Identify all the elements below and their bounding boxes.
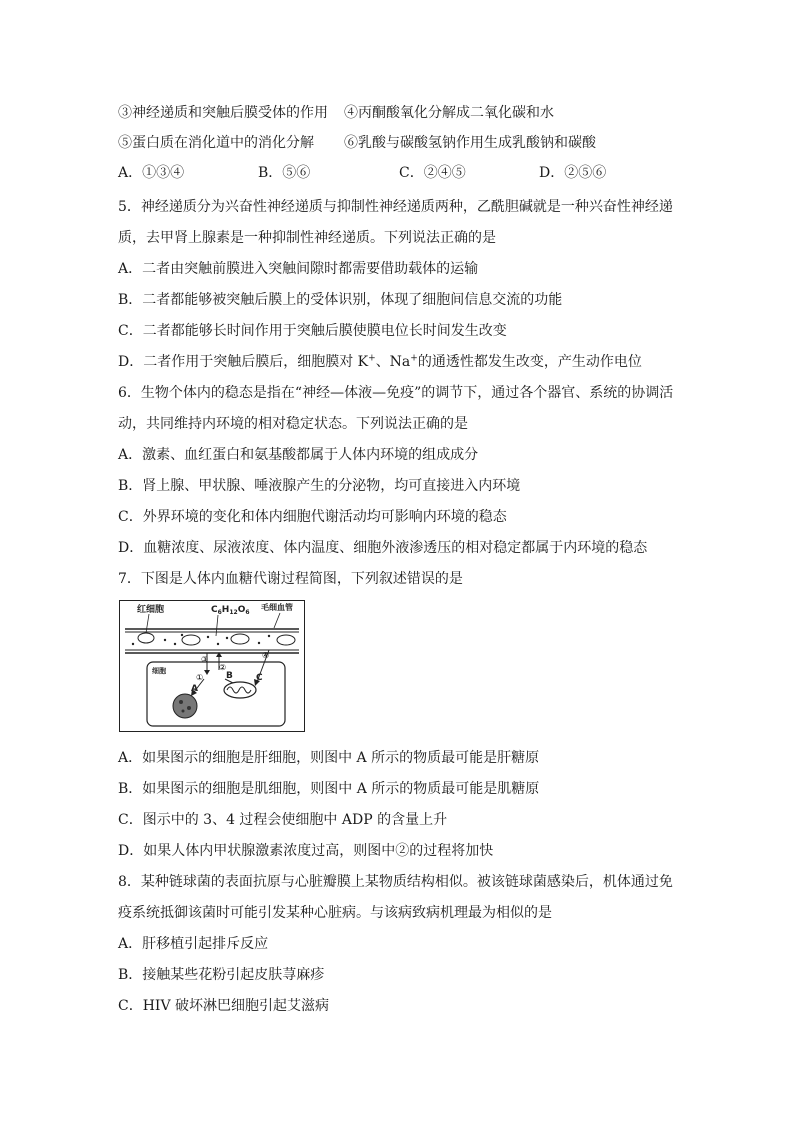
q6-option-c[interactable]: C．外界环境的变化和体内细胞代谢活动均可影响内环境的稳态 xyxy=(118,509,507,525)
glucose-c: C xyxy=(211,605,218,615)
q5-option-d-text-2: 、Na xyxy=(375,354,411,370)
q5-option-d[interactable] xyxy=(118,352,642,372)
q5-option-d-sup-2: + xyxy=(410,353,418,364)
q5-option-c[interactable]: C．二者都能够长时间作用于突触后膜使膜电位长时间发生改变 xyxy=(118,323,507,339)
q4-option-a[interactable]: A．①③④ xyxy=(118,165,185,181)
glucose-sub-6a: 6 xyxy=(217,609,222,616)
q5-option-a[interactable]: A．二者由突触前膜进入突触间隙时都需要借助载体的运输 xyxy=(118,261,479,277)
mitochondrion xyxy=(224,682,256,698)
q7-option-a[interactable]: A．如果图示的细胞是肝细胞，则图中 A 所示的物质最可能是肝糖原 xyxy=(118,750,540,766)
red-blood-cell xyxy=(231,634,249,644)
mark-3: ③ xyxy=(201,655,209,664)
q6-option-d[interactable]: D．血糖浓度、尿液浓度、体内温度、细胞外液渗透压的相对稳定都属于内环境的稳态 xyxy=(118,540,648,556)
q6-stem-line-1: 6．生物个体内的稳态是指在“神经—体液—免疫”的调节下，通过各个器官、系统的协调活 xyxy=(118,385,674,401)
q4-items-row-1 xyxy=(118,103,554,123)
label-red-blood-cell: 红细胞 xyxy=(137,605,165,615)
q4-item-5: ⑤蛋白质在消化道中的消化分解 xyxy=(118,135,314,151)
nucleus xyxy=(173,694,197,718)
glucose-h: H xyxy=(221,605,230,615)
q6-option-b[interactable]: B．肾上腺、甲状腺、唾液腺产生的分泌物，均可直接进入内环境 xyxy=(118,478,521,494)
q5-option-d-text-1: D．二者作用于突触后膜后，细胞膜对 K xyxy=(118,354,369,370)
q8-stem-line-2: 疫系统抵御该菌时可能引发某种心脏病。与该病致病机理最为相似的是 xyxy=(118,905,552,921)
q4-items-row-2 xyxy=(118,133,596,153)
q4-option-b[interactable]: B．⑤⑥ xyxy=(258,165,311,181)
q5-stem-line-1: 5．神经递质分为兴奋性神经递质与抑制性神经递质两种，乙酰胆碱就是一种兴奋性神经递 xyxy=(118,199,673,215)
glucose-o: O xyxy=(237,605,246,615)
glucose-sub-6b: 6 xyxy=(245,609,250,616)
q4-item-3: ③神经递质和突触后膜受体的作用 xyxy=(118,105,328,121)
q5-stem-line-2: 质，去甲肾上腺素是一种抑制性神经递质。下列说法正确的是 xyxy=(118,230,496,246)
q4-item-4: ④丙酮酸氧化分解成二氧化碳和水 xyxy=(344,105,554,121)
q7-option-c[interactable]: C．图示中的 3、4 过程会使细胞中 ADP 的含量上升 xyxy=(118,812,448,828)
q8-option-b[interactable]: B．接触某些花粉引起皮肤荨麻疹 xyxy=(118,967,325,983)
q5-option-d-text-3: 的通透性都发生改变，产生动作电位 xyxy=(417,354,642,370)
q4-option-d[interactable]: D．②⑤⑥ xyxy=(539,165,607,181)
q7-stem: 7．下图是人体内血糖代谢过程简图，下列叙述错误的是 xyxy=(118,571,463,587)
mark-2: ② xyxy=(219,663,227,672)
q6-stem-line-2: 动，共同维持内环境的相对稳定状态。下列说法正确的是 xyxy=(118,416,468,432)
label-c: C xyxy=(256,673,263,683)
q5-option-d-sup-1: + xyxy=(368,353,376,364)
q8-stem-line-1: 8．某种链球菌的表面抗原与心脏瓣膜上某物质结构相似。被该链球菌感染后，机体通过免 xyxy=(118,874,673,890)
q7-option-b[interactable]: B．如果图示的细胞是肌细胞，则图中 A 所示的物质最可能是肌糖原 xyxy=(118,781,540,797)
tissue-cell xyxy=(147,662,285,726)
red-blood-cell xyxy=(277,635,295,645)
q4-item-6: ⑥乳酸与碳酸氢钠作用生成乳酸钠和碳酸 xyxy=(344,135,596,151)
red-blood-cell xyxy=(138,633,154,643)
red-blood-cell xyxy=(182,635,200,645)
q8-option-c[interactable]: C．HIV 破坏淋巴细胞引起艾滋病 xyxy=(118,998,330,1014)
q8-option-a[interactable]: A．肝移植引起排斥反应 xyxy=(118,936,269,952)
mark-1: ① xyxy=(196,673,204,682)
q5-option-b[interactable]: B．二者都能够被突触后膜上的受体识别，体现了细胞间信息交流的功能 xyxy=(118,292,563,308)
q4-option-c[interactable]: C．②④⑤ xyxy=(399,165,466,181)
label-b: B xyxy=(226,671,233,681)
glucose-sub-12: 12 xyxy=(229,609,238,616)
mark-4: ④ xyxy=(262,651,270,660)
label-cell: 细胞 xyxy=(152,667,166,675)
q7-option-d[interactable]: D．如果人体内甲状腺激素浓度过高，则图中②的过程将加快 xyxy=(118,843,494,859)
label-a: A xyxy=(191,684,198,694)
blood-glucose-diagram xyxy=(119,600,305,732)
q6-option-a[interactable]: A．激素、血红蛋白和氨基酸都属于人体内环境的组成成分 xyxy=(118,447,479,463)
label-capillary: 毛细血管 xyxy=(261,603,293,612)
